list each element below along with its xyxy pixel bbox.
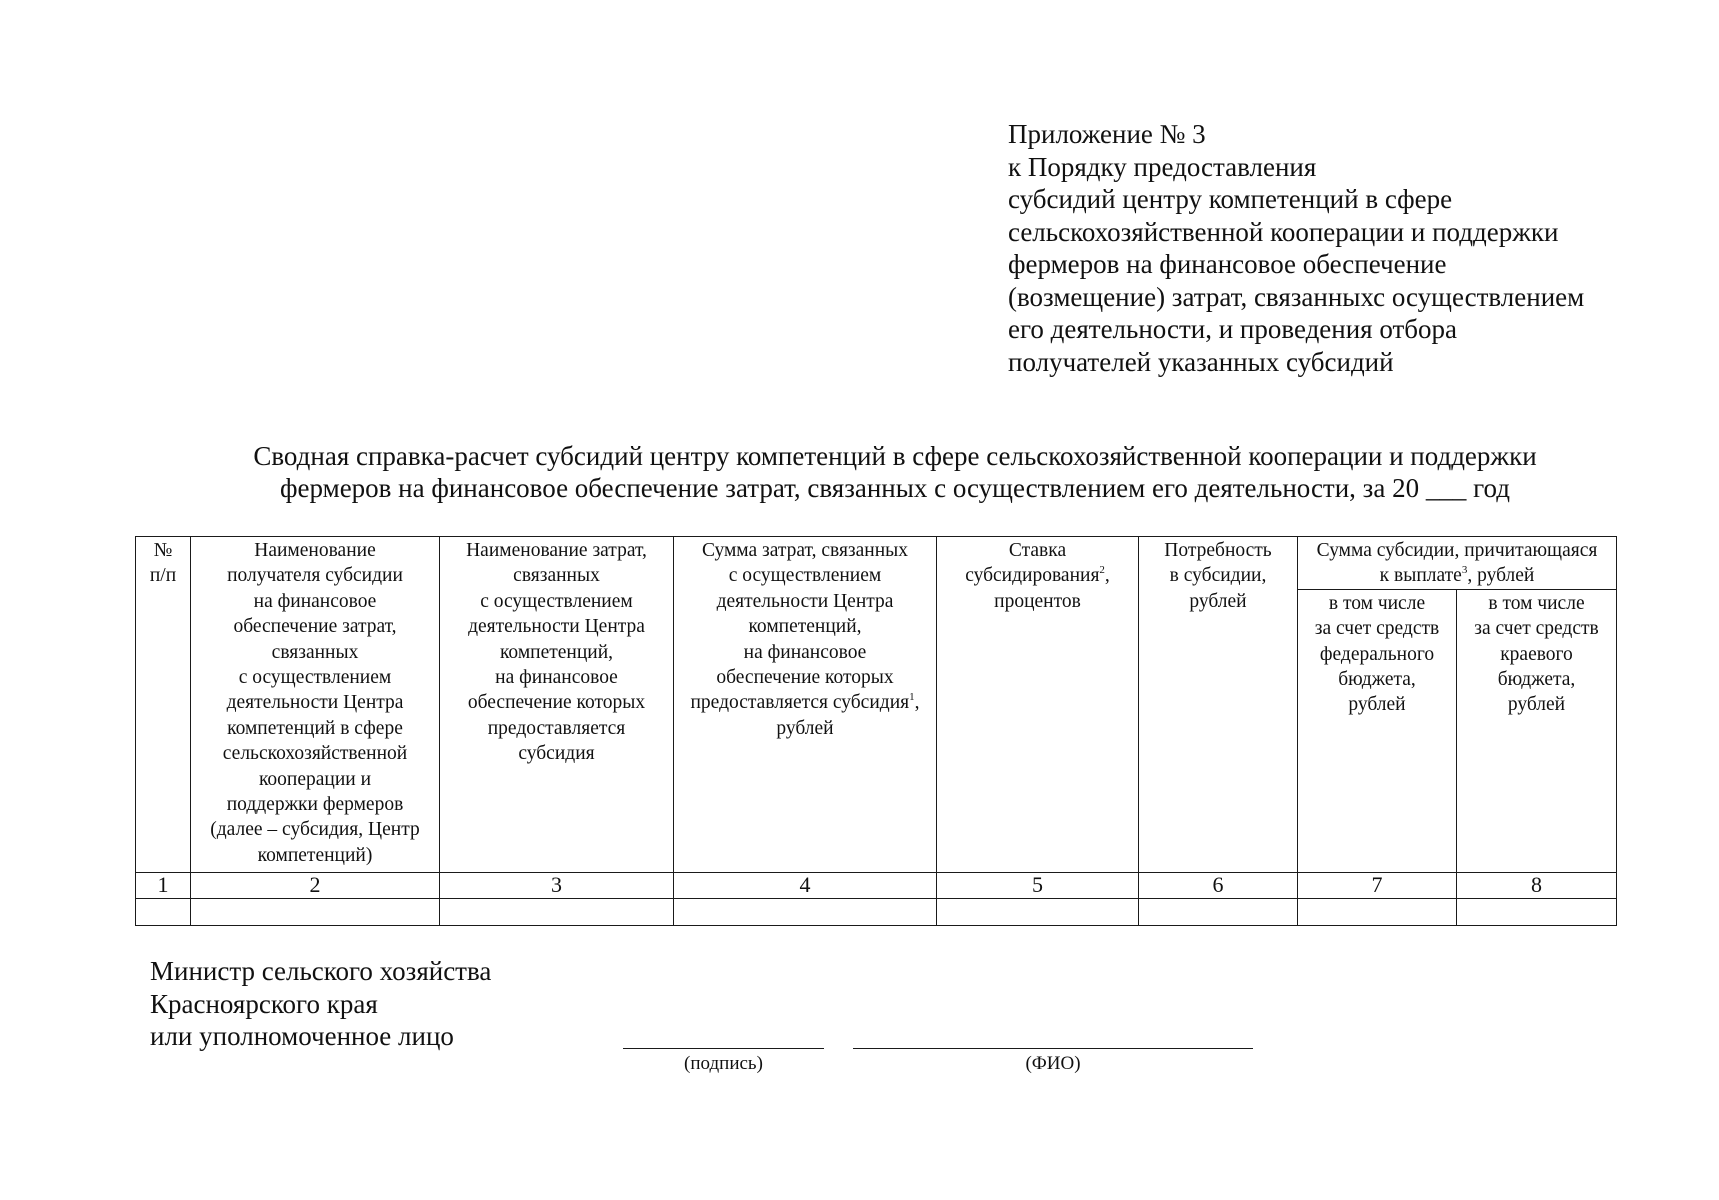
column-number: 8: [1457, 872, 1617, 898]
document-title: [120, 440, 1670, 504]
name-caption: (ФИО): [1025, 1053, 1081, 1074]
appendix-line: Приложение № 3: [1008, 119, 1206, 149]
title-line-1: Сводная справка-расчет субсидий центру компетенций в сфере сельскохозяйственной кооперации и поддержки: [253, 441, 1537, 471]
signature-line: [623, 1048, 824, 1049]
table-cell: [1139, 898, 1298, 925]
column-number: 1: [136, 872, 191, 898]
header-subsidy-rate: Ставка субсидирования$^2$, процентов: [937, 537, 1139, 873]
table-cell: [1298, 898, 1457, 925]
table-cell: [440, 898, 674, 925]
column-number: 7: [1298, 872, 1457, 898]
appendix-line: субсидий центру компетенций в сфере: [1008, 184, 1453, 214]
footnote-mark: 1: [909, 691, 915, 704]
footnote-mark: 3: [1461, 564, 1468, 577]
appendix-line: его деятельности, и проведения отбора: [1008, 314, 1458, 344]
table-cell: [1457, 898, 1617, 925]
table-cell: [136, 898, 191, 925]
header-recipient-name: Наименование получателя субсидии на финансовое обеспечение затрат, связанных с осуществлением деятельности Центра компетенций в сфере сельскохозяйственной кооперации и поддержки фермеров (далее – субсидия, Центр компетенций): [191, 537, 440, 873]
column-number: 6: [1139, 872, 1298, 898]
column-number: 3: [440, 872, 674, 898]
empty-data-row: [136, 898, 1617, 925]
signature-caption: (подпись): [684, 1053, 763, 1074]
subsidy-calculation-table: [135, 536, 1617, 926]
table-cell: [674, 898, 937, 925]
footnote-mark: 2: [1099, 564, 1105, 577]
header-subsidy-payable: Сумма субсидии, причитающаяся к выплате$^3$, рублей: [1298, 537, 1617, 590]
signatory-block: [150, 955, 491, 1053]
title-line-2: фермеров на финансовое обеспечение затрат, связанных с осуществлением его деятельности, за 20 ___ год: [280, 473, 1510, 503]
header-cost-sum: Сумма затрат, связанных с осуществлением деятельности Центра компетенций, на финансовое обеспечение которых предоставляется субсидия$^1$, рублей: [674, 537, 937, 873]
table-cell: [937, 898, 1139, 925]
signatory-line: или уполномоченное лицо: [150, 1021, 454, 1051]
signatory-line: Министр сельского хозяйства: [150, 956, 492, 986]
column-number-row: [136, 872, 1617, 898]
appendix-line: получателей указанных субсидий: [1008, 346, 1394, 377]
header-federal-budget: в том числе за счет средств федерального бюджета, рублей: [1298, 589, 1457, 872]
name-line: [853, 1048, 1253, 1049]
column-number: 4: [674, 872, 937, 898]
header-regional-budget: в том числе за счет средств краевого бюджета, рублей: [1457, 589, 1617, 872]
column-number: 2: [191, 872, 440, 898]
column-number: 5: [937, 872, 1139, 898]
header-subsidy-need: Потребность в субсидии, рублей: [1139, 537, 1298, 873]
table-cell: [191, 898, 440, 925]
appendix-line: сельскохозяйственной кооперации и поддержки: [1008, 216, 1559, 247]
appendix-line: фермеров на финансовое обеспечение: [1008, 249, 1447, 279]
appendix-line: (возмещение) затрат, связанныхс осуществлением: [1008, 281, 1585, 312]
appendix-header: [1008, 118, 1698, 378]
header-cost-name: Наименование затрат, связанных с осуществлением деятельности Центра компетенций, на финансовое обеспечение которых предоставляется субсидия: [440, 537, 674, 873]
signatory-line: Красноярского края: [150, 988, 378, 1019]
appendix-line: к Порядку предоставления: [1008, 151, 1317, 182]
header-number: № п/п: [136, 537, 191, 873]
